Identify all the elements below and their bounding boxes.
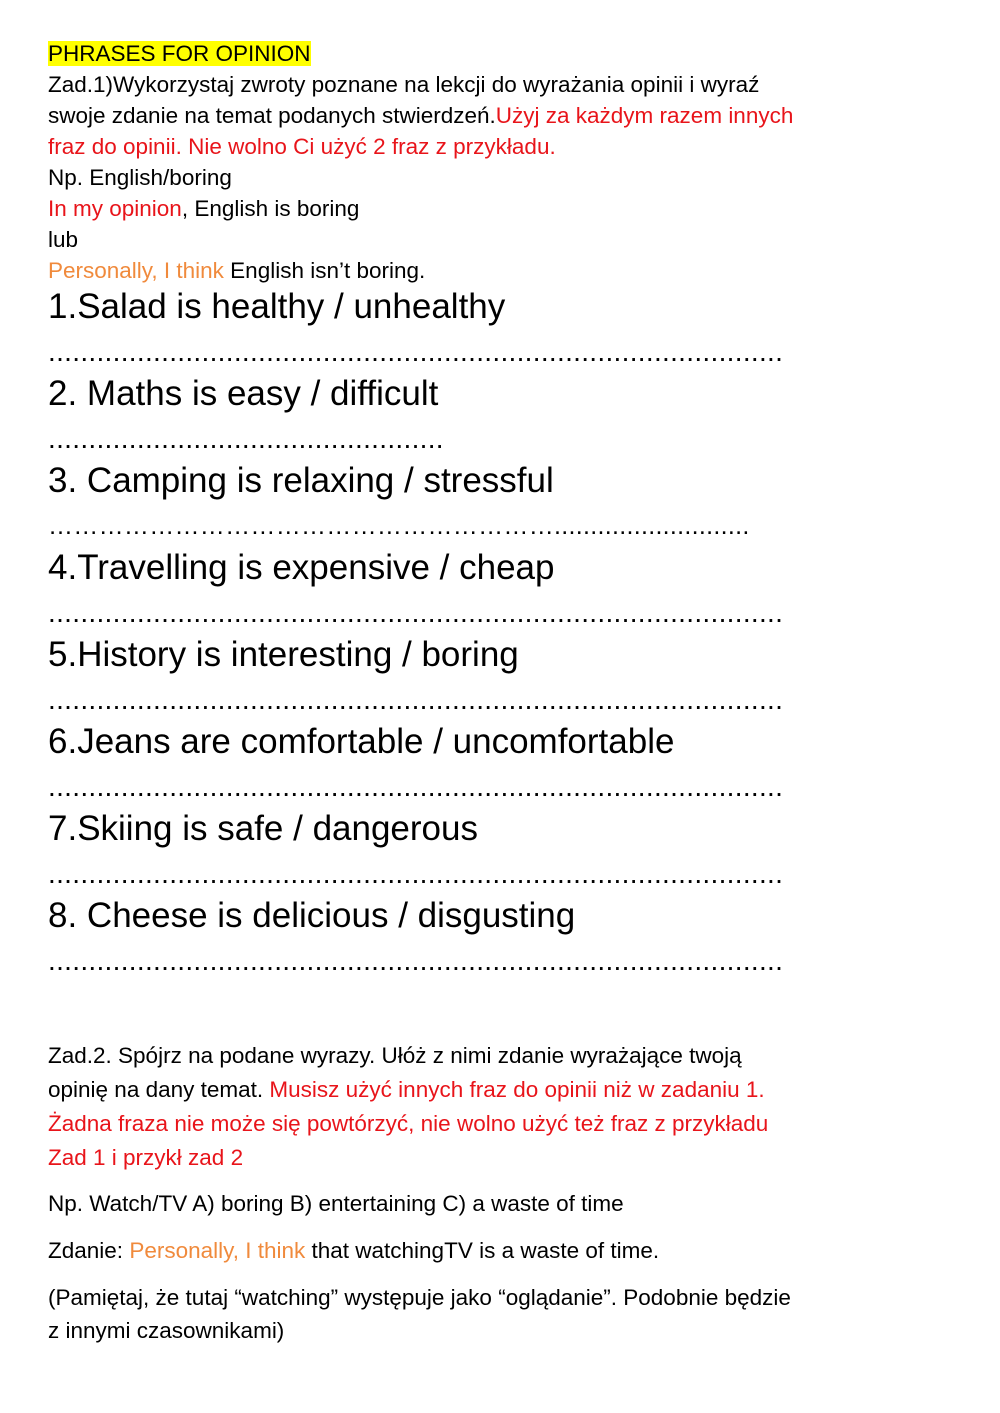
task2-line2-text: opinię na dany temat. bbox=[48, 1077, 270, 1102]
task1-example-2 bbox=[48, 255, 425, 286]
task1-or: lub bbox=[48, 227, 79, 252]
item-2-answer-line[interactable]: ................................................. bbox=[48, 423, 444, 454]
task2-example: Np. Watch/TV A) boring B) entertaining C) a waste of time bbox=[48, 1191, 624, 1216]
sentence-rest: that watchingTV is a waste of time. bbox=[305, 1238, 660, 1263]
item-8-answer-line[interactable]: ........................................................................................... bbox=[48, 945, 784, 976]
task2-instruction-line2 bbox=[48, 1074, 765, 1105]
example-1-rest: , English is boring bbox=[181, 196, 360, 221]
task1-line2-warning: Użyj za każdym razem innych bbox=[495, 103, 794, 128]
task2-instruction-line4: Zad 1 i przykł zad 2 bbox=[48, 1145, 244, 1170]
example-2-phrase: Personally, I think bbox=[48, 258, 224, 283]
task2-instruction-line1: Zad.2. Spójrz na podane wyrazy. Ułóż z nimi zdanie wyrażające twoją bbox=[48, 1043, 742, 1068]
example-1-phrase: In my opinion bbox=[48, 196, 182, 221]
task2-instruction-line3: Żadna fraza nie może się powtórzyć, nie wolno użyć też fraz z przykładu bbox=[48, 1111, 769, 1136]
task2-line2-warning: Musisz użyć innych fraz do opinii niż w zadaniu 1. bbox=[269, 1077, 765, 1102]
item-4-answer-line[interactable]: ........................................................................................... bbox=[48, 597, 784, 628]
task1-example-1 bbox=[48, 193, 359, 224]
example-2-rest: English isn’t boring. bbox=[223, 258, 426, 283]
item-1-statement: 1.Salad is healthy / unhealthy bbox=[48, 287, 506, 326]
item-2-statement: 2. Maths is easy / difficult bbox=[48, 374, 439, 413]
sentence-phrase: Personally, I think bbox=[129, 1238, 306, 1263]
task1-instruction-line2 bbox=[48, 100, 793, 131]
page-title bbox=[48, 38, 311, 69]
item-3-statement: 3. Camping is relaxing / stressful bbox=[48, 461, 554, 500]
task1-instruction-line3: fraz do opinii. Nie wolno Ci użyć 2 fraz z przykładu. bbox=[48, 134, 556, 159]
item-6-statement: 6.Jeans are comfortable / uncomfortable bbox=[48, 722, 675, 761]
item-8-statement: 8. Cheese is delicious / disgusting bbox=[48, 896, 576, 935]
task1-example-label: Np. English/boring bbox=[48, 165, 232, 190]
item-5-answer-line[interactable]: ........................................................................................... bbox=[48, 684, 784, 715]
task1-line2-text: swoje zdanie na temat podanych stwierdzeń. bbox=[48, 103, 496, 128]
task1-instruction-line1: Zad.1)Wykorzystaj zwroty poznane na lekcji do wyrażania opinii i wyraź bbox=[48, 72, 760, 97]
item-7-statement: 7.Skiing is safe / dangerous bbox=[48, 809, 478, 848]
task2-sentence bbox=[48, 1235, 659, 1266]
item-1-answer-line[interactable]: ........................................................................................... bbox=[48, 336, 784, 367]
sentence-label: Zdanie: bbox=[48, 1238, 130, 1263]
item-4-statement: 4.Travelling is expensive / cheap bbox=[48, 548, 555, 587]
item-7-answer-line[interactable]: ........................................................................................... bbox=[48, 858, 784, 889]
item-5-statement: 5.History is interesting / boring bbox=[48, 635, 519, 674]
item-6-answer-line[interactable]: ........................................................................................... bbox=[48, 771, 784, 802]
task2-note-line1: (Pamiętaj, że tutaj “watching” występuje jako “oglądanie”. Podobnie będzie bbox=[48, 1285, 791, 1310]
title-highlight: PHRASES FOR OPINION bbox=[48, 41, 311, 66]
item-3-answer-line[interactable]: ……………………………………………………........................... bbox=[48, 512, 750, 540]
task2-note-line2: z innymi czasownikami) bbox=[48, 1318, 285, 1343]
